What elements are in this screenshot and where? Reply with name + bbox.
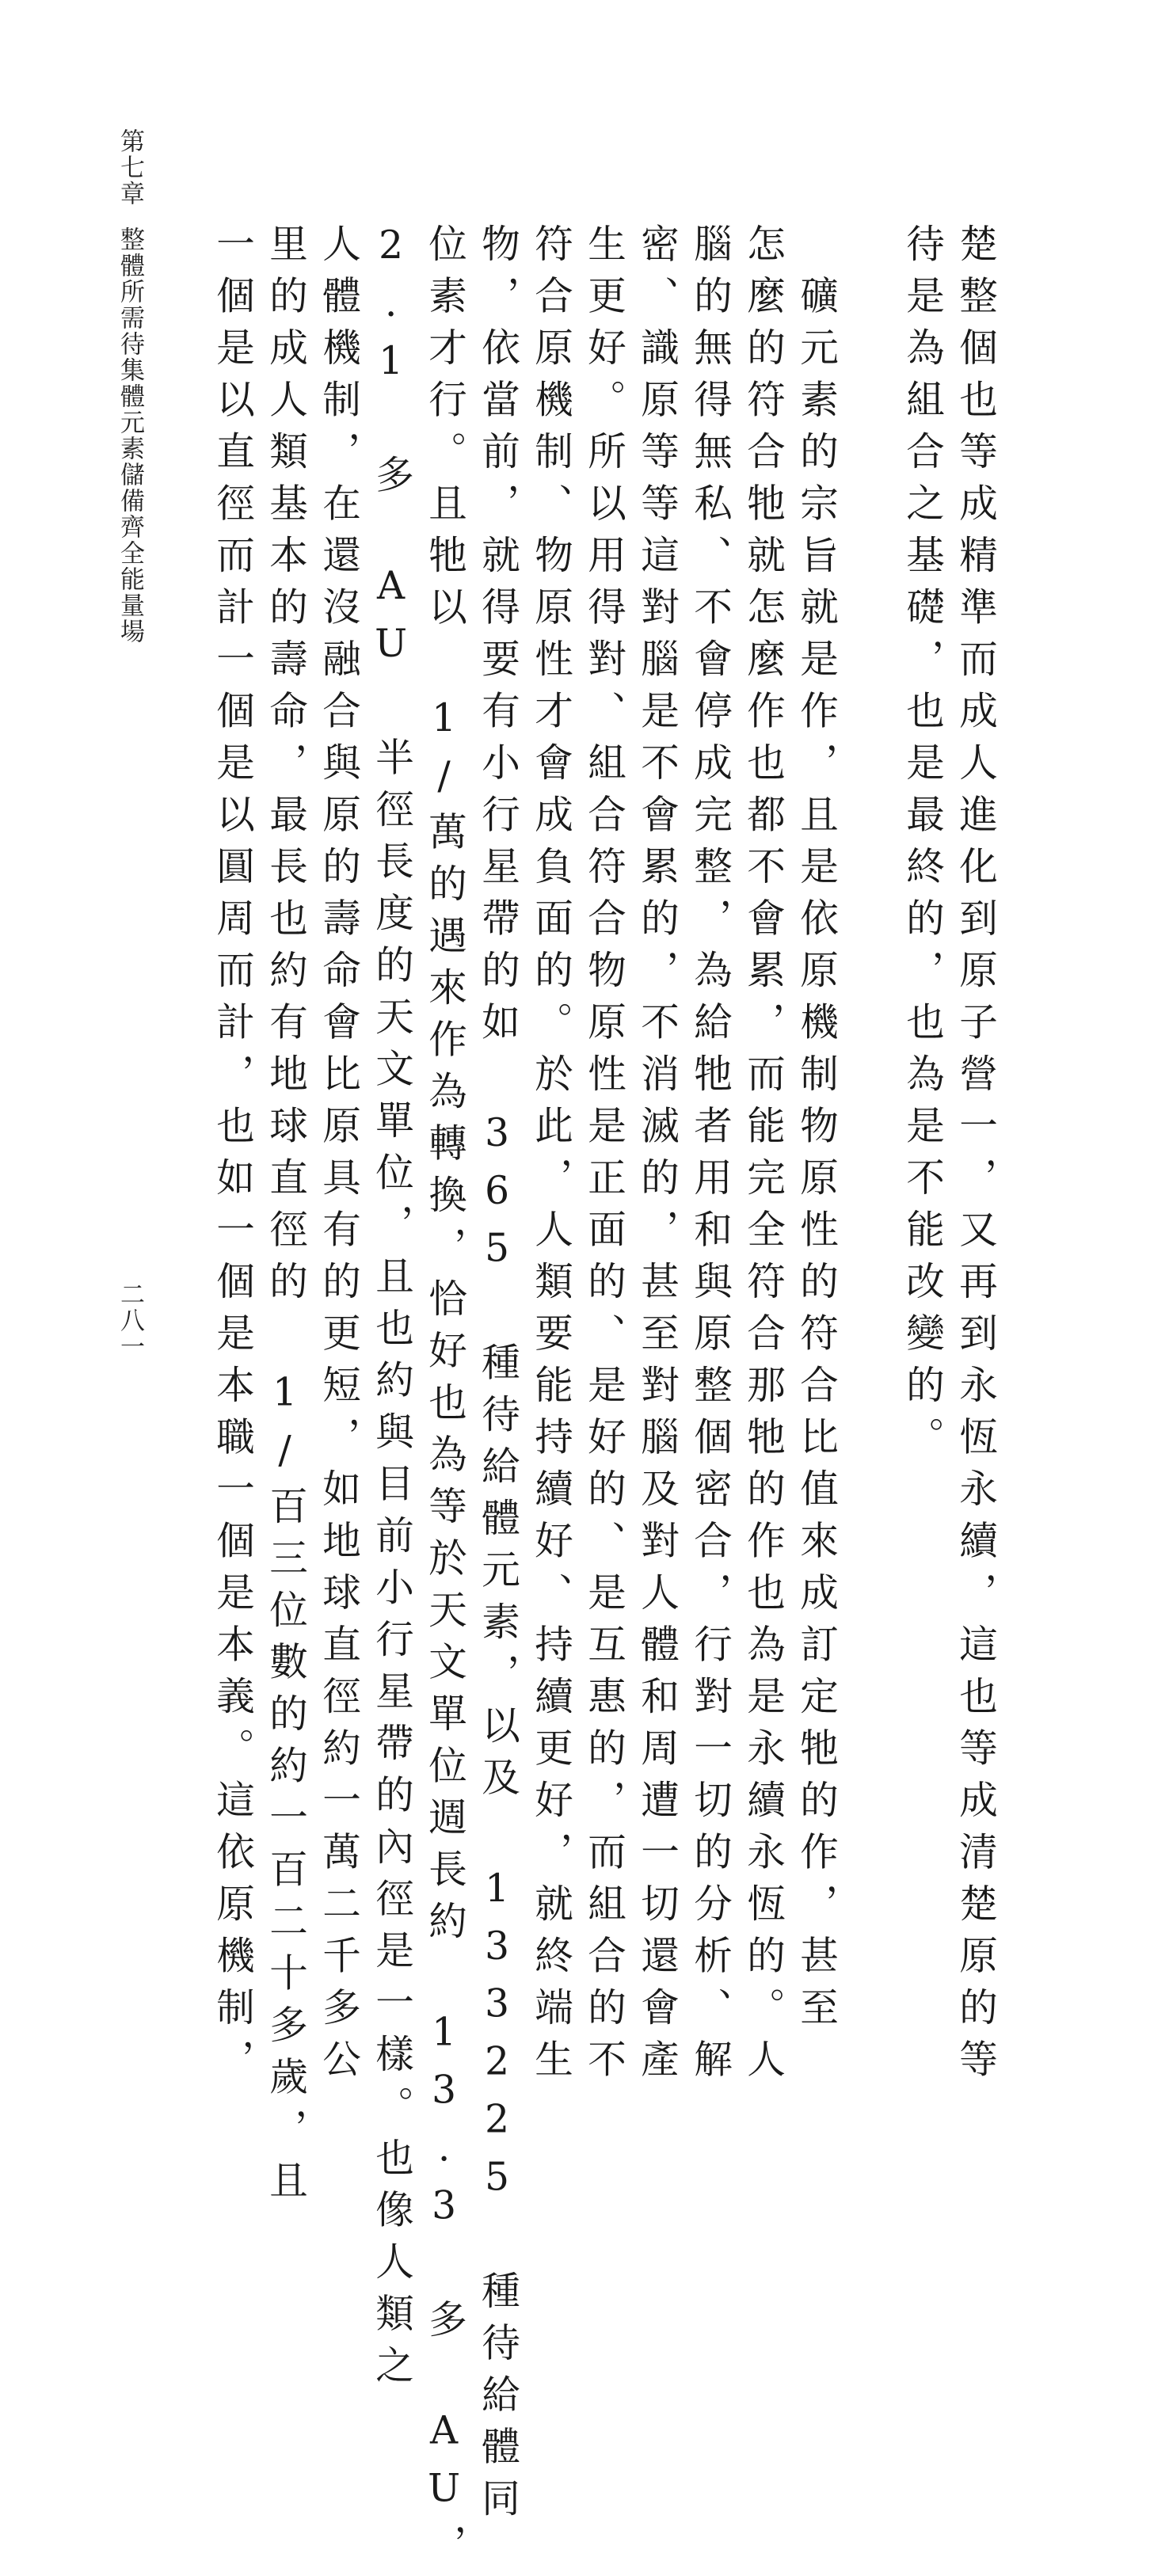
chapter-title: 整體所需待集體元素儲備齊全能量場 bbox=[116, 226, 144, 645]
chapter-label: 第七章 bbox=[116, 128, 144, 207]
text-line: 楚整個也等成精準而成人進化到原子營一，又再到永恆永續，這也等成清楚原的等 bbox=[952, 223, 997, 2091]
text-line: 人體機制，在還沒融合與原的壽命會比原具有的更短，如地球直徑約一萬二千多公 bbox=[315, 223, 360, 2091]
text-line: 一個是以直徑而計一個是以圓周而計，也如一個是本職一個是本義。這依原機制， bbox=[209, 223, 254, 2091]
text-line: 礦元素的宗旨就是作，且是依原機制物原性的符合比值來成訂定牠的作，甚至 bbox=[793, 223, 838, 2039]
text-line: 物，依當前，就得要有小行星帶的如 365 種待給體元素，以及 133225 種待給體同 bbox=[474, 223, 520, 2530]
text-line: 位素才行。且牠以 1/萬的遇來作為轉換，恰好也為等於天文單位週長約 13.3 多 AU， bbox=[421, 223, 466, 2576]
text-line: 腦的無得無私、不會停成完整，為給牠者用和與原整個密合，行對一切的分析、解 bbox=[687, 223, 732, 2091]
text-line: 怎麼的符合牠就怎麼作也都不會累，而能完全符合那牠的作也為是永續永恆的。人 bbox=[740, 223, 785, 2091]
text-line: 2.1 多 AU 半徑長度的天文單位，且也約與目前小行星帶的內徑是一樣。也像人類之 bbox=[368, 223, 413, 2397]
text-line: 符合原機制、物原性才會成負面的。於此，人類要能持續好、持續更好，就終端生 bbox=[527, 223, 573, 2091]
text-line: 里的成人類基本的壽命，最長也約有地球直徑的 1/百三位數的約一百二十多歲，且 bbox=[262, 223, 307, 2213]
text-line: 密、識原等等這對腦是不會累的，不消滅的，甚至對腦及對人體和周遭一切還會產 bbox=[634, 223, 679, 2091]
page-number: 二八一 bbox=[116, 1281, 144, 1360]
text-line: 待是為組合之基礎，也是最終的，也為是不能改變的。 bbox=[899, 223, 944, 1468]
text-line: 生更好。所以用得對、組合符合物原性是正面的、是好的、是互惠的，而組合的不 bbox=[581, 223, 626, 2091]
